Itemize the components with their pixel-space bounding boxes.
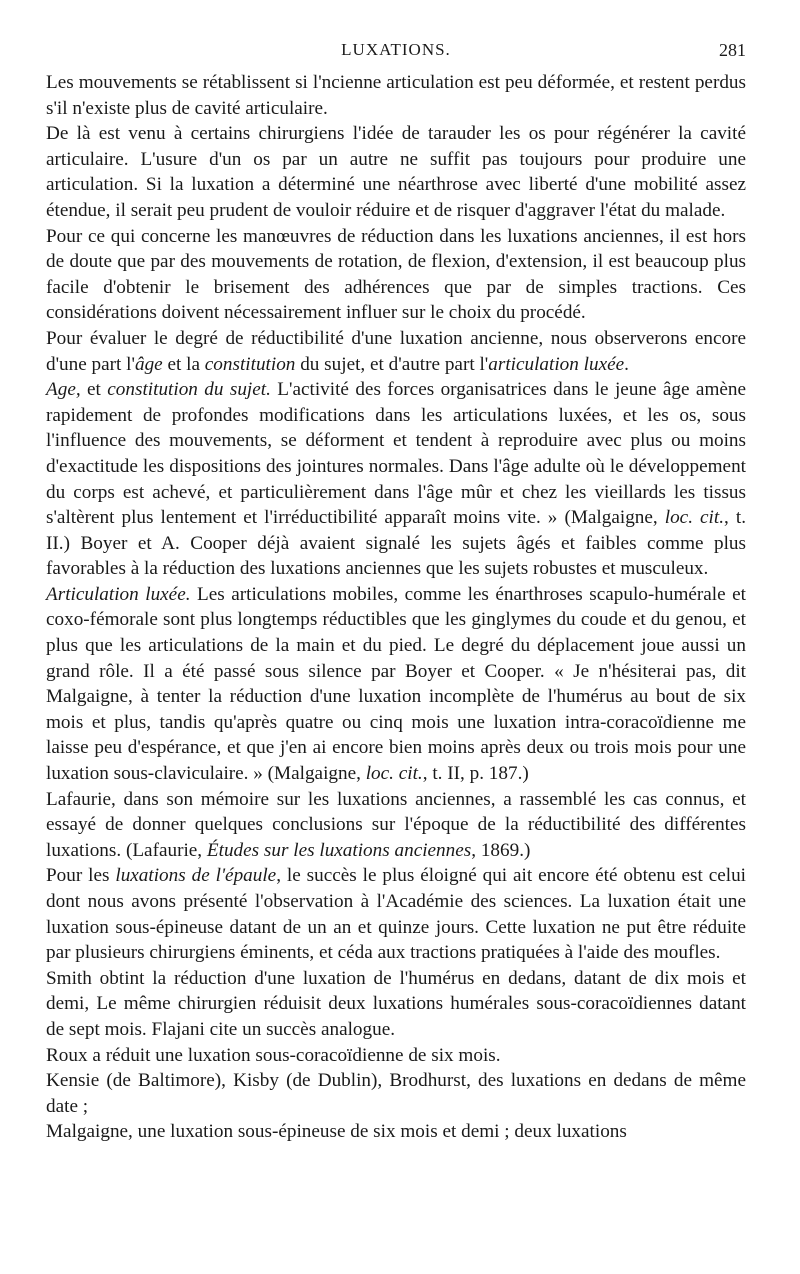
text-run: et la — [162, 353, 205, 375]
text-run: Les articulations mobiles, comme les énarthroses scapulo-humérale et coxo-fémorale sont plus longtemps réductibles que les ginglymes du coude et du genou, et plus que les articulations de la main et du pied. Le degré du déplacement joue aussi un grand rôle. Il a été passé sous silence par Boyer et Cooper. « Je n'hésiterai pas, dit Malgaigne, à tenter la réduction d'une luxation incomplète de l'humérus au bout de six mois et plus, tandis qu'après quatre ou cinq mois une luxation intra-coracoïdienne me laisse peu d'espérance, et que j'en ai encore bien moins après deux ou trois mois pour une luxation sous-claviculaire. » (Malgaigne, — [46, 583, 746, 785]
text-run: De là est venu à certains chirurgiens l'idée de tarauder les os pour régénérer la cavité articulaire. L'usure d'un os par un autre ne suffit pas toujours pour produire une articulation. Si la luxation a déterminé une néarthrose avec liberté d'une mobilité assez étendue, il serait peu prudent de vouloir réduire et de risquer d'aggraver l'état du malade. — [46, 123, 746, 221]
italic-text-run: articulation luxée — [488, 353, 625, 375]
italic-text-run: luxations de l'épaule — [115, 865, 277, 887]
body-text — [46, 70, 746, 1145]
page-header — [46, 40, 746, 70]
text-run: , 1869.) — [471, 839, 531, 861]
paragraph — [46, 863, 746, 965]
book-page — [46, 40, 746, 1145]
paragraph — [46, 224, 746, 326]
text-run: Les mouvements se rétablissent si l'ncienne articulation est peu déformée, et restent perdus s'il n'existe plus de cavité articulaire. — [46, 72, 746, 119]
text-run: Pour ce qui concerne les manœuvres de réduction dans les luxations anciennes, il est hors de doute que par des mouvements de rotation, de flexion, d'extension, il est beaucoup plus facile d'obtenir le brisement des adhérences que par de simples tractions. Ces considérations doivent nécessairement influer sur le choix du procédé. — [46, 225, 746, 324]
text-run: L'activité des forces organisatrices dans le jeune âge amène rapidement de profondes modifications dans les articulations luxées, et les os, sous l'influence des mouvements, se déforment et tendent à reproduire avec plus ou moins d'exactitude les dispositions des jointures normales. Dans l'âge adulte où le développement du corps est achevé, et particulièrement dans l'âge mûr et chez les vieillards les tissus s'altèrent plus lentement et l'irréductibilité apparaît moins vite. » (Malgaigne, — [46, 379, 746, 529]
text-run: , t. II.) Boyer et A. Cooper déjà avaient signalé les sujets âgés et faibles comme plus favorables à la réduction des luxations anciennes que les sujets robustes et musculeux. — [46, 507, 746, 580]
italic-text-run: constitution du sujet. — [107, 379, 271, 401]
paragraph — [46, 1119, 746, 1145]
paragraph — [46, 121, 746, 223]
text-run: Roux a réduit une luxation sous-coracoïdienne de six mois. — [46, 1044, 501, 1066]
italic-text-run: âge — [134, 353, 163, 375]
paragraph — [46, 787, 746, 864]
running-title: LUXATIONS. — [341, 40, 451, 59]
text-run: , t. II, p. 187.) — [422, 763, 529, 785]
paragraph — [46, 582, 746, 787]
text-run: , le succès le plus éloigné qui ait encore été obtenu est celui dont nous avons présenté l'observation à l'Académie des sciences. La luxation était une luxation sous-épineuse datant de un an et quinze jours. Cette luxation ne put être réduite par plusieurs chirurgiens éminents, et céda aux tractions pratiquées à l'aide des moufles. — [46, 865, 747, 964]
page-number: 281 — [719, 40, 746, 60]
italic-text-run: loc. cit. — [664, 507, 725, 529]
paragraph — [46, 70, 746, 121]
italic-text-run: Articulation luxée. — [46, 583, 191, 605]
paragraph — [46, 1068, 746, 1119]
italic-text-run: constitution — [204, 353, 296, 375]
text-run: Malgaigne, une luxation sous-épineuse de six mois et demi ; deux luxations — [46, 1121, 627, 1143]
paragraph — [46, 377, 746, 582]
paragraph — [46, 966, 746, 1043]
text-run: Lafaurie, dans son mémoire sur les luxations anciennes, a rassemblé les cas connus, et essayé de donner quelques conclusions sur l'époque de la réductibilité des différentes luxations. (Lafaurie, — [46, 788, 746, 861]
text-run: Smith obtint la réduction d'une luxation de l'humérus en dedans, datant de dix mois et demi, Le même chirurgien réduisit deux luxations humérales sous-coracoïdiennes datant de sept mois. Flajani cite un succès analogue. — [46, 967, 746, 1040]
italic-text-run: Études sur les luxations anciennes — [206, 839, 472, 861]
italic-text-run: Age, — [46, 379, 81, 401]
text-run: . — [624, 353, 629, 375]
text-run: Kensie (de Baltimore), Kisby (de Dublin), Brodhurst, des luxations en dedans de même date ; — [46, 1070, 746, 1117]
text-run: Pour les — [46, 865, 116, 887]
text-run: du sujet, et d'autre part l' — [295, 353, 489, 375]
paragraph — [46, 1043, 746, 1069]
paragraph — [46, 326, 746, 377]
italic-text-run: loc. cit. — [365, 763, 423, 785]
text-run: Pour évaluer le degré de réductibilité d'une luxation ancienne, nous observerons encore d'une part l' — [46, 327, 746, 375]
text-run: et — [80, 379, 108, 401]
